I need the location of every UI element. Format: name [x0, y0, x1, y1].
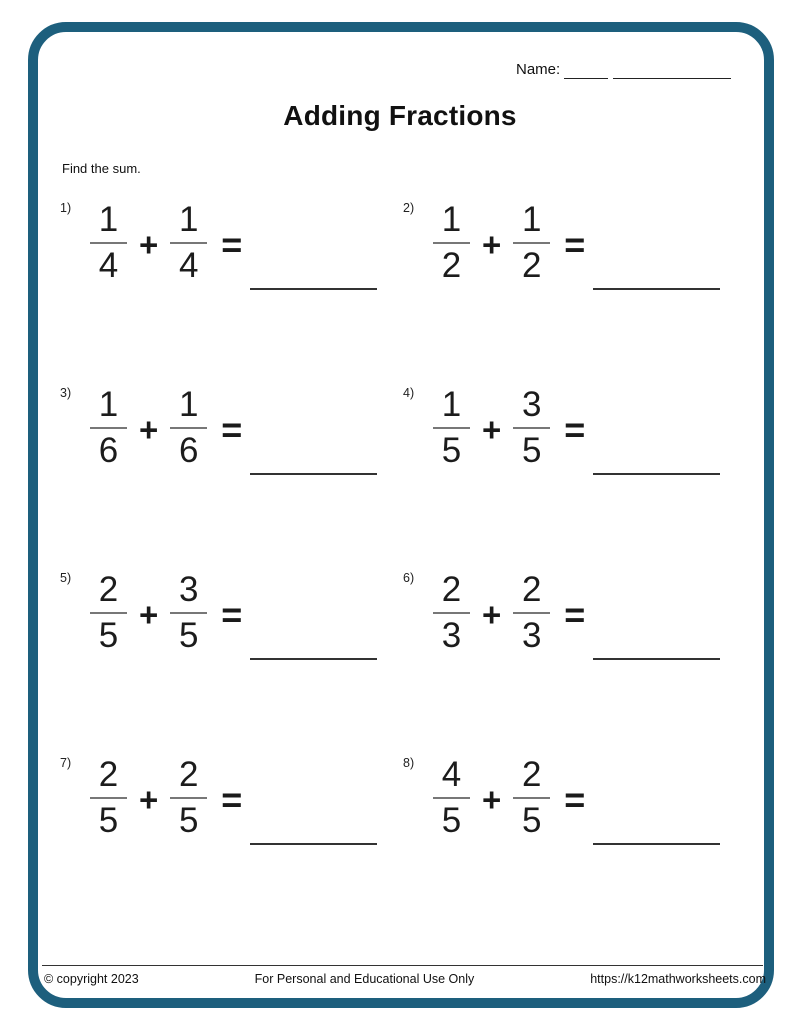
name-field-row — [516, 60, 731, 79]
problem-4 — [403, 385, 735, 480]
plus-operator: + — [482, 780, 502, 818]
numerator: 1 — [98, 200, 119, 239]
equals-sign: = — [221, 223, 243, 265]
numerator: 1 — [179, 200, 199, 239]
denominator: 5 — [522, 800, 542, 840]
denominator: 6 — [98, 430, 119, 470]
fraction-bar — [513, 612, 550, 614]
fraction-bar — [433, 427, 470, 429]
fraction-bar — [433, 242, 470, 244]
plus-operator: + — [482, 595, 502, 633]
fraction-bar — [433, 797, 470, 799]
problem-number: 6) — [403, 571, 415, 585]
denominator: 5 — [179, 615, 199, 655]
fraction-2 — [513, 201, 550, 285]
numerator: 1 — [441, 385, 462, 424]
problem-number: 4) — [403, 386, 415, 400]
footer-divider — [42, 965, 763, 966]
fraction-1 — [433, 386, 470, 470]
answer-blank-line — [593, 658, 720, 660]
problem-number: 3) — [60, 386, 72, 400]
answer-blank-line — [250, 288, 377, 290]
equals-sign: = — [221, 593, 243, 635]
fraction-2 — [170, 756, 207, 840]
numerator: 2 — [179, 755, 199, 794]
denominator: 5 — [179, 800, 199, 840]
answer-blank-line — [250, 843, 377, 845]
fraction-bar — [170, 797, 207, 799]
numerator: 2 — [522, 755, 542, 794]
fraction-bar — [90, 242, 127, 244]
plus-operator: + — [139, 595, 159, 633]
problem-number: 8) — [403, 756, 415, 770]
fraction-bar — [513, 427, 550, 429]
fraction-1 — [90, 386, 127, 470]
problem-5 — [60, 570, 403, 665]
numerator: 1 — [522, 200, 542, 239]
equals-sign: = — [221, 778, 243, 820]
fraction-2 — [170, 571, 207, 655]
numerator: 2 — [441, 570, 462, 609]
denominator: 2 — [522, 245, 542, 285]
numerator: 2 — [522, 570, 542, 609]
fraction-1 — [433, 756, 470, 840]
fraction-1 — [433, 571, 470, 655]
equals-sign: = — [564, 223, 586, 265]
problem-2 — [403, 200, 735, 295]
denominator: 4 — [98, 245, 119, 285]
denominator: 5 — [98, 615, 119, 655]
fraction-2 — [513, 386, 550, 470]
answer-blank-line — [593, 843, 720, 845]
numerator: 1 — [441, 200, 462, 239]
numerator: 2 — [98, 755, 119, 794]
fraction-bar — [170, 427, 207, 429]
problem-6 — [403, 570, 735, 665]
fraction-bar — [170, 242, 207, 244]
problem-number: 2) — [403, 201, 415, 215]
denominator: 5 — [441, 800, 462, 840]
numerator: 3 — [179, 570, 199, 609]
denominator: 4 — [179, 245, 199, 285]
fraction-1 — [90, 756, 127, 840]
numerator: 3 — [522, 385, 542, 424]
plus-operator: + — [482, 410, 502, 448]
problem-number: 1) — [60, 201, 72, 215]
numerator: 1 — [98, 385, 119, 424]
problem-7 — [60, 755, 403, 850]
problem-3 — [60, 385, 403, 480]
problem-number: 7) — [60, 756, 72, 770]
numerator: 4 — [441, 755, 462, 794]
equals-sign: = — [564, 408, 586, 450]
fraction-1 — [90, 571, 127, 655]
denominator: 5 — [98, 800, 119, 840]
fraction-2 — [513, 756, 550, 840]
copyright-text: © copyright 2023 — [44, 972, 139, 986]
answer-blank-line — [593, 473, 720, 475]
fraction-bar — [90, 612, 127, 614]
plus-operator: + — [139, 225, 159, 263]
denominator: 2 — [441, 245, 462, 285]
fraction-2 — [513, 571, 550, 655]
fraction-bar — [433, 612, 470, 614]
problem-number: 5) — [60, 571, 72, 585]
fraction-bar — [90, 797, 127, 799]
name-label: Name: — [516, 61, 561, 78]
denominator: 5 — [522, 430, 542, 470]
answer-blank-line — [593, 288, 720, 290]
denominator: 3 — [441, 615, 462, 655]
numerator: 2 — [98, 570, 119, 609]
denominator: 3 — [522, 615, 542, 655]
problems-grid — [60, 200, 735, 940]
equals-sign: = — [564, 593, 586, 635]
fraction-bar — [170, 612, 207, 614]
plus-operator: + — [139, 410, 159, 448]
fraction-bar — [513, 797, 550, 799]
denominator: 5 — [441, 430, 462, 470]
fraction-2 — [170, 386, 207, 470]
fraction-1 — [90, 201, 127, 285]
equals-sign: = — [221, 408, 243, 450]
name-blank-line — [613, 60, 731, 79]
name-blank-line — [564, 60, 608, 79]
plus-operator: + — [139, 780, 159, 818]
page-title: Adding Fractions — [283, 100, 517, 131]
numerator: 1 — [179, 385, 199, 424]
usage-text: For Personal and Educational Use Only — [254, 972, 475, 986]
website-url: https://k12mathworksheets.com — [590, 972, 766, 986]
fraction-1 — [433, 201, 470, 285]
answer-blank-line — [250, 473, 377, 475]
plus-operator: + — [482, 225, 502, 263]
fraction-bar — [90, 427, 127, 429]
problem-1 — [60, 200, 403, 295]
fraction-2 — [170, 201, 207, 285]
footer — [44, 972, 766, 986]
instruction-text: Find the sum. — [62, 161, 141, 176]
denominator: 6 — [179, 430, 199, 470]
fraction-bar — [513, 242, 550, 244]
answer-blank-line — [250, 658, 377, 660]
problem-8 — [403, 755, 735, 850]
equals-sign: = — [564, 778, 586, 820]
